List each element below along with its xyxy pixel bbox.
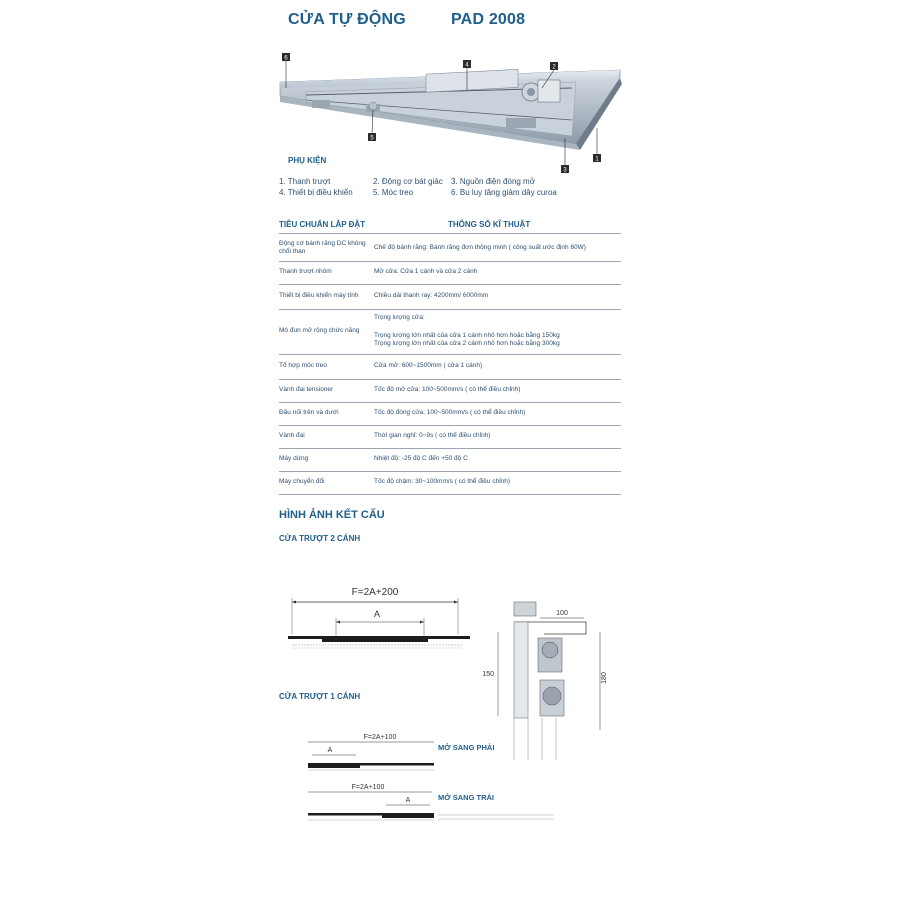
marker-6-label: 6 — [284, 55, 288, 62]
spec-value: Chiều dài thanh ray: 4200mm/ 6000mm — [374, 292, 489, 300]
structure-heading: HÌNH ẢNH KẾT CẤU — [279, 509, 385, 521]
spec-table — [279, 236, 621, 495]
spec-value: Chế độ bánh răng: Bánh răng đơn thông minh ( công suất ước định 60W) — [374, 244, 586, 251]
accessories-col-2 — [373, 176, 443, 198]
marker-2-label: 2 — [552, 64, 556, 71]
open-right-label: MỞ SANG PHẢI — [438, 743, 495, 752]
spec-key: Máy dừng — [279, 455, 309, 463]
side-section-diagram — [484, 598, 610, 764]
spec-value: Tốc độ mở cửa: 100~500mm/s ( có thể điều chỉnh) — [374, 386, 521, 394]
marker-5-label: 5 — [370, 135, 374, 142]
table-row — [279, 471, 621, 494]
spec-divider — [279, 233, 621, 234]
spec-key: Đầu nối trên và dưới — [279, 409, 339, 417]
dim-100: 100 — [556, 610, 568, 617]
double-door-title: CỬA TRƯỢT 2 CÁNH — [279, 534, 361, 543]
spec-value: Tốc độ chậm: 30~100mm/s ( có thể điều chỉnh) — [374, 478, 511, 486]
table-row — [279, 354, 621, 379]
spec-value-extra: Trọng lượng lớn nhất của cửa 1 cánh nhỏ hơn hoặc bằng 150kg — [374, 331, 560, 339]
spec-key: Thanh trượt nhôm — [279, 268, 332, 276]
marker-4-label: 4 — [465, 62, 469, 69]
spec-key: Mô đun mở rộng chức năng — [279, 327, 360, 335]
dim-f-double: F=2A+200 — [351, 587, 399, 598]
page-title: CỬA TỰ ĐỘNG — [288, 11, 406, 28]
table-row — [279, 379, 621, 402]
accessories-col-3 — [451, 176, 557, 198]
spec-value: Trọng lượng cửa: — [374, 314, 425, 322]
accessory-item: 1. Thanh trượt — [279, 177, 331, 186]
spec-key: Vành đai — [279, 432, 305, 440]
spec-value-group — [374, 309, 621, 354]
accessory-item: 3. Nguồn điện đóng mở — [451, 177, 535, 186]
accessories-col-1 — [279, 176, 353, 198]
door-operator-illustration — [276, 48, 628, 176]
spec-key: Động cơ bánh răng DC không chổi than — [279, 239, 366, 256]
double-door-diagram — [284, 584, 474, 660]
spec-key: Máy chuyển đổi — [279, 478, 325, 486]
model-name: PAD 2008 — [451, 11, 526, 28]
spec-value: Nhiệt độ: -25 độ C đến +50 độ C — [374, 455, 468, 463]
table-row — [279, 261, 621, 284]
spec-value: Thời gian nghỉ: 0~9s ( có thể điều chỉnh) — [374, 432, 491, 440]
spec-header-right: THÔNG SỐ KĨ THUẬT — [448, 220, 531, 229]
spec-key: Tổ hợp móc treo — [279, 362, 327, 370]
spec-value: Cửa mở: 600~1500mm ( cửa 1 cánh) — [374, 362, 483, 370]
single-door-right-diagram — [302, 730, 442, 774]
dim-f-single-left: F=2A+100 — [351, 784, 385, 791]
accessory-item: 4. Thiết bị điều khiển — [279, 188, 353, 197]
dim-f-single-right: F=2A+100 — [363, 734, 397, 741]
table-row — [279, 284, 621, 309]
accessory-item: 5. Móc treo — [373, 188, 414, 197]
dim-a-double: A — [373, 609, 381, 619]
single-door-left-diagram — [302, 780, 558, 830]
spec-value: Tốc độ đóng cửa: 100~500mm/s ( có thể điều chỉnh) — [374, 409, 526, 417]
table-row — [279, 425, 621, 448]
dim-a-single-left: A — [405, 797, 411, 804]
open-left-label: MỞ SANG TRÁI — [438, 793, 494, 802]
spec-header-left: TIÊU CHUẨN LẮP ĐẶT — [279, 220, 366, 229]
dim-180: 180 — [601, 672, 608, 684]
marker-1-label: 1 — [595, 156, 599, 163]
table-row — [279, 402, 621, 425]
accessory-item: 6. Bu luy tăng giảm dây curoa — [451, 188, 557, 197]
table-row — [279, 309, 621, 354]
accessories-heading: PHỤ KIỆN — [288, 156, 327, 165]
table-row — [279, 448, 621, 471]
single-door-title: CỬA TRƯỢT 1 CÁNH — [279, 692, 361, 701]
marker-3-label: 3 — [563, 167, 567, 174]
accessory-item: 2. Động cơ bát giác — [373, 177, 443, 186]
dim-a-single-right: A — [327, 747, 333, 754]
spec-value: Mở cửa: Cửa 1 cánh và cửa 2 cánh — [374, 268, 478, 276]
table-row — [279, 236, 621, 261]
spec-key: Thiết bị điều khiển máy tính — [279, 292, 359, 300]
dim-150: 150 — [482, 671, 494, 678]
spec-value-extra: Trọng lượng lớn nhất của cửa 2 cánh nhỏ hơn hoặc bằng 300kg — [374, 340, 560, 348]
spec-key: Vành đai tensioner — [279, 386, 334, 394]
